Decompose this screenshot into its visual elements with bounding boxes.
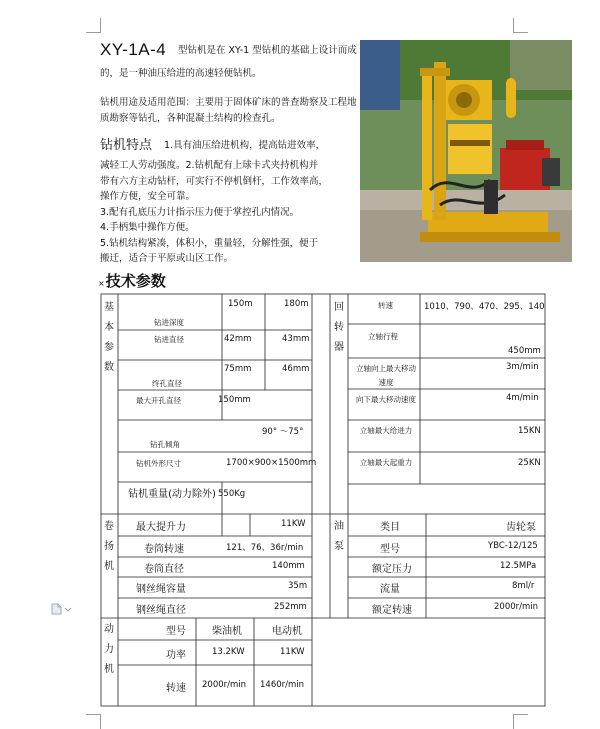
diameter-label: 钻进直径 xyxy=(154,335,184,344)
rotation-speed-label: 转速 xyxy=(378,301,393,310)
group-char: 数 xyxy=(104,362,114,373)
group-char: 转 xyxy=(334,322,344,333)
dimensions-label: 钻机外形尺寸 xyxy=(136,459,181,468)
usage-paragraph: 钻机用途及适用范围：主要用于固体矿床的普查勘察及工程地质勘察等钻孔，各种混凝土结构的检查孔。 xyxy=(100,97,357,124)
depth-label: 钻进深度 xyxy=(154,318,184,327)
power-speed-electric: 1460r/min xyxy=(260,680,305,690)
group-label-rotator xyxy=(333,298,345,358)
stroke-value: 450mm xyxy=(508,346,541,356)
group-label-pump xyxy=(333,517,345,557)
group-char: 本 xyxy=(104,322,114,333)
dimensions-value: 1700×900×1500mm xyxy=(226,458,317,468)
diameter-value-1: 42mm xyxy=(224,334,252,344)
up-speed-label: 立轴向上最大移动速度 xyxy=(356,364,416,387)
feed-force-label: 立轴最大给进力 xyxy=(359,426,413,435)
feed-force-value: 15KN xyxy=(518,426,541,436)
group-char: 回 xyxy=(334,302,344,313)
group-char: 参 xyxy=(104,342,114,353)
pump-type-label: 类目 xyxy=(380,522,400,533)
pump-type-value: 齿轮泵 xyxy=(506,522,536,533)
pump-flow-label: 流量 xyxy=(380,584,400,595)
power-rating-electric: 11KW xyxy=(280,647,305,657)
group-char: 机 xyxy=(104,561,114,572)
group-char: 动 xyxy=(104,624,114,635)
max-opening-label: 最大开孔直径 xyxy=(136,396,181,405)
group-label-power xyxy=(103,620,115,680)
lift-force-value: 25KN xyxy=(518,458,541,468)
group-char: 扬 xyxy=(104,541,114,552)
down-speed-label: 向下最大移动速度 xyxy=(356,395,416,404)
drum-diameter-value: 140mm xyxy=(272,561,305,571)
pump-pressure-label: 额定压力 xyxy=(372,564,412,575)
group-char: 力 xyxy=(104,644,114,655)
final-hole-value-1: 75mm xyxy=(224,364,252,374)
inclination-label: 钻孔倾角 xyxy=(150,440,180,449)
group-char: 泵 xyxy=(334,541,344,552)
depth-value-2: 180m xyxy=(284,299,309,309)
group-char: 机 xyxy=(104,664,114,675)
pump-pressure-value: 12.5MPa xyxy=(500,561,537,571)
rope-capacity-label: 钢丝绳容量 xyxy=(136,584,186,595)
power-model-electric: 电动机 xyxy=(272,626,302,637)
rope-capacity-value: 35m xyxy=(288,581,308,591)
group-char: 基 xyxy=(104,302,114,313)
pump-rated-speed-value: 2000r/min xyxy=(494,602,539,612)
pump-flow-value: 8ml/r xyxy=(512,581,535,591)
pump-rated-speed-label: 额定转速 xyxy=(372,605,412,616)
hoist-lift-value: 11KW xyxy=(281,519,306,529)
pump-model-label: 型号 xyxy=(380,544,400,555)
tech-params-heading-text: 技术参数 xyxy=(105,272,166,290)
feature-line: 4.手柄集中操作方便。 xyxy=(100,222,195,233)
drum-speed-value: 121、76、36r/min xyxy=(226,543,304,553)
weight-value: 550Kg xyxy=(218,489,246,499)
depth-value-1: 150m xyxy=(228,299,253,309)
feature-line: 带有六方主动钻杆，可实行不停机倒杆，工作效率高， xyxy=(100,175,329,187)
final-hole-label: 终孔直径 xyxy=(152,379,182,388)
down-speed-value: 4m/min xyxy=(506,393,539,403)
intro-line-2: 的，是一种油压给进的高速轻便钻机。 xyxy=(100,68,262,79)
power-speed-label: 转速 xyxy=(166,683,186,694)
group-char: 器 xyxy=(334,342,344,353)
feature-line: 5.钻机结构紧凑，体积小，重量轻，分解性强，便于 xyxy=(100,237,319,249)
pump-model-value: YBC-12/125 xyxy=(488,541,538,551)
drum-diameter-label: 卷筒直径 xyxy=(144,564,184,575)
intro-line-1: 型钻机是在 XY-1 型钻机的基础上设计而成 xyxy=(178,45,357,56)
power-model-diesel: 柴油机 xyxy=(212,626,242,637)
max-opening-value: 150mm xyxy=(218,395,251,405)
group-label-hoist xyxy=(103,517,115,577)
rotation-speed-value: 1010、790、470、295、140 xyxy=(424,302,545,312)
drum-speed-label: 卷筒转速 xyxy=(144,544,184,555)
power-rating-label: 功率 xyxy=(166,650,186,661)
document-icon[interactable] xyxy=(50,600,72,612)
feature-line: 搬迁，适合于平原或山区工作。 xyxy=(100,253,234,264)
inclination-value: 90° ～75° xyxy=(262,427,304,437)
document-title: XY-1A-4 xyxy=(100,40,167,59)
group-char: 卷 xyxy=(104,521,114,532)
hoist-lift-label: 最大提升力 xyxy=(136,522,186,533)
features-heading: 钻机特点 xyxy=(100,138,153,153)
paragraph-mark-icon: × xyxy=(98,279,105,288)
weight-label: 钻机重量(动力除外) xyxy=(128,489,216,500)
feature-line: 3.配有孔底压力计指示压力便于掌控孔内情况。 xyxy=(100,206,300,218)
group-char: 油 xyxy=(334,521,344,532)
diameter-value-2: 43mm xyxy=(282,334,310,344)
power-speed-diesel: 2000r/min xyxy=(202,680,247,690)
power-rating-diesel: 13.2KW xyxy=(212,647,245,657)
rope-diameter-value: 252mm xyxy=(274,602,307,612)
feature-line: 操作方便，安全可靠。 xyxy=(100,191,196,202)
up-speed-value: 3m/min xyxy=(506,362,539,372)
final-hole-value-2: 46mm xyxy=(282,364,310,374)
rope-diameter-label: 钢丝绳直径 xyxy=(136,605,186,616)
power-model-label: 型号 xyxy=(166,626,186,637)
feature-item-1: 1.具有油压给进机构，提高钻进效率， xyxy=(164,140,326,151)
lift-force-label: 立轴最大起重力 xyxy=(359,458,413,467)
feature-line: 减轻工人劳动强度。2.钻机配有上球卡式夹持机构并 xyxy=(100,160,319,171)
group-label-basic xyxy=(103,298,115,378)
stroke-label: 立轴行程 xyxy=(368,332,398,341)
